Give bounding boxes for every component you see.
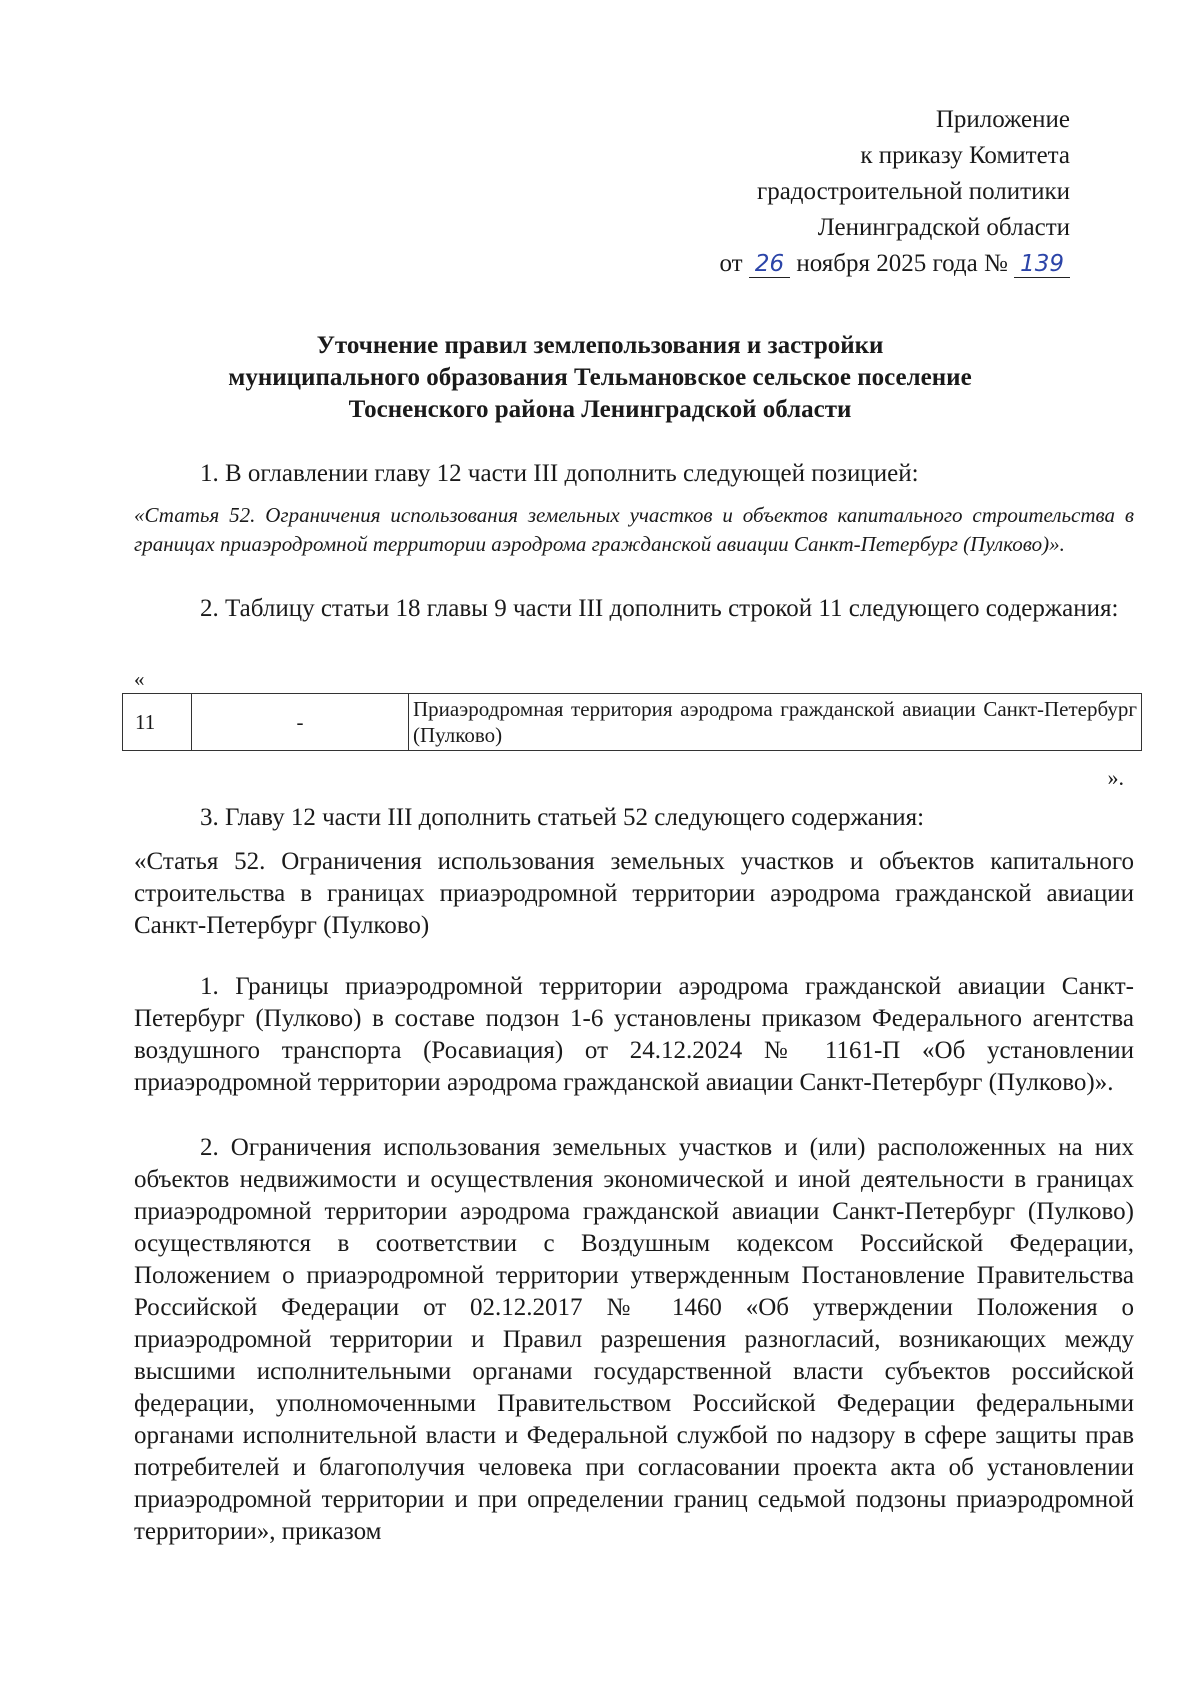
article-52-title: «Статья 52. Ограничения использования земельных участков и объектов капитального строительства в границах приаэродромной территории аэродрома гражданской авиации Санкт-Петербург (Пулково) [134,848,1134,939]
table-cell-dash: - [192,694,409,751]
appendix-header [720,102,1071,282]
item-3: 3. Главу 12 части III дополнить статьей 52 следующего содержания: [200,804,925,831]
item-2: 2. Таблицу статьи 18 главы 9 части III дополнить строкой 11 следующего содержания: [200,595,1119,622]
title-line: муниципального образования Тельмановское сельское поселение [228,364,972,391]
title-line: Уточнение правил землепользования и застройки [316,332,884,359]
document-title [130,330,1070,426]
item-1-quote: «Статья 52. Ограничения использования земельных участков и объектов капитального строительства в границах приаэродромной территории аэродрома гражданской авиации Санкт-Петербург (Пулково)». [134,503,1134,556]
appendix-line: градостроительной политики [756,178,1070,205]
paragraph-1: 1. Границы приаэродромной территории аэродрома гражданской авиации Санкт-Петербург (Пулково) в составе подзон 1-6 установлены приказом Федерального агентства воздушного транспорта (Росавиация) от 24.12.2024 № 1161-П «Об установлении приаэродромной территории аэродрома гражданской авиации Санкт-Петербург (Пулково)». [134,973,1134,1096]
inserted-table [122,693,1142,751]
table-row [123,694,1142,751]
handwritten-day: 26 [749,251,790,278]
date-middle: ноября 2025 года № [796,250,1008,277]
date-prefix: от [719,250,743,277]
table-open-quote: « [134,667,145,691]
appendix-date-line [720,246,1071,282]
table-cell-number: 11 [123,694,192,751]
appendix-line: к приказу Комитета [860,142,1070,169]
appendix-line: Приложение [935,106,1070,133]
handwritten-number: 139 [1014,251,1070,278]
table-cell-description: Приаэродромная территория аэродрома гражданской авиации Санкт-Петербург (Пулково) [409,694,1142,751]
table-close-quote: ». [1107,765,1124,790]
paragraph-2: 2. Ограничения использования земельных участков и (или) расположенных на них объектов недвижимости и осуществления экономической и иной деятельности в границах приаэродромной территории аэродрома гражданской авиации Санкт-Петербург (Пулково) осуществляются в соответствии с Воздушным кодексом Российской Федерации, Положением о приаэродромной территории утвержденным Постановление Правительства Российской Федерации от 02.12.2017 № 1460 «Об утверждении Положения о приаэродромной территории и Правил разрешения разногласий, возникающих между высшими исполнительными органами государственной власти субъектов российской федерации, уполномоченными Правительством Российской Федерации федеральными органами исполнительной власти и Федеральной службой по надзору в сфере защиты прав потребителей и благополучия человека при согласовании проекта акта об установлении приаэродромной территории и при определении границ седьмой подзоны приаэродромной территории», приказом [134,1134,1134,1545]
title-line: Тосненского района Ленинградской области [348,396,852,423]
item-1: 1. В оглавлении главу 12 части III дополнить следующей позицией: [200,460,919,487]
appendix-line: Ленинградской области [817,214,1070,241]
